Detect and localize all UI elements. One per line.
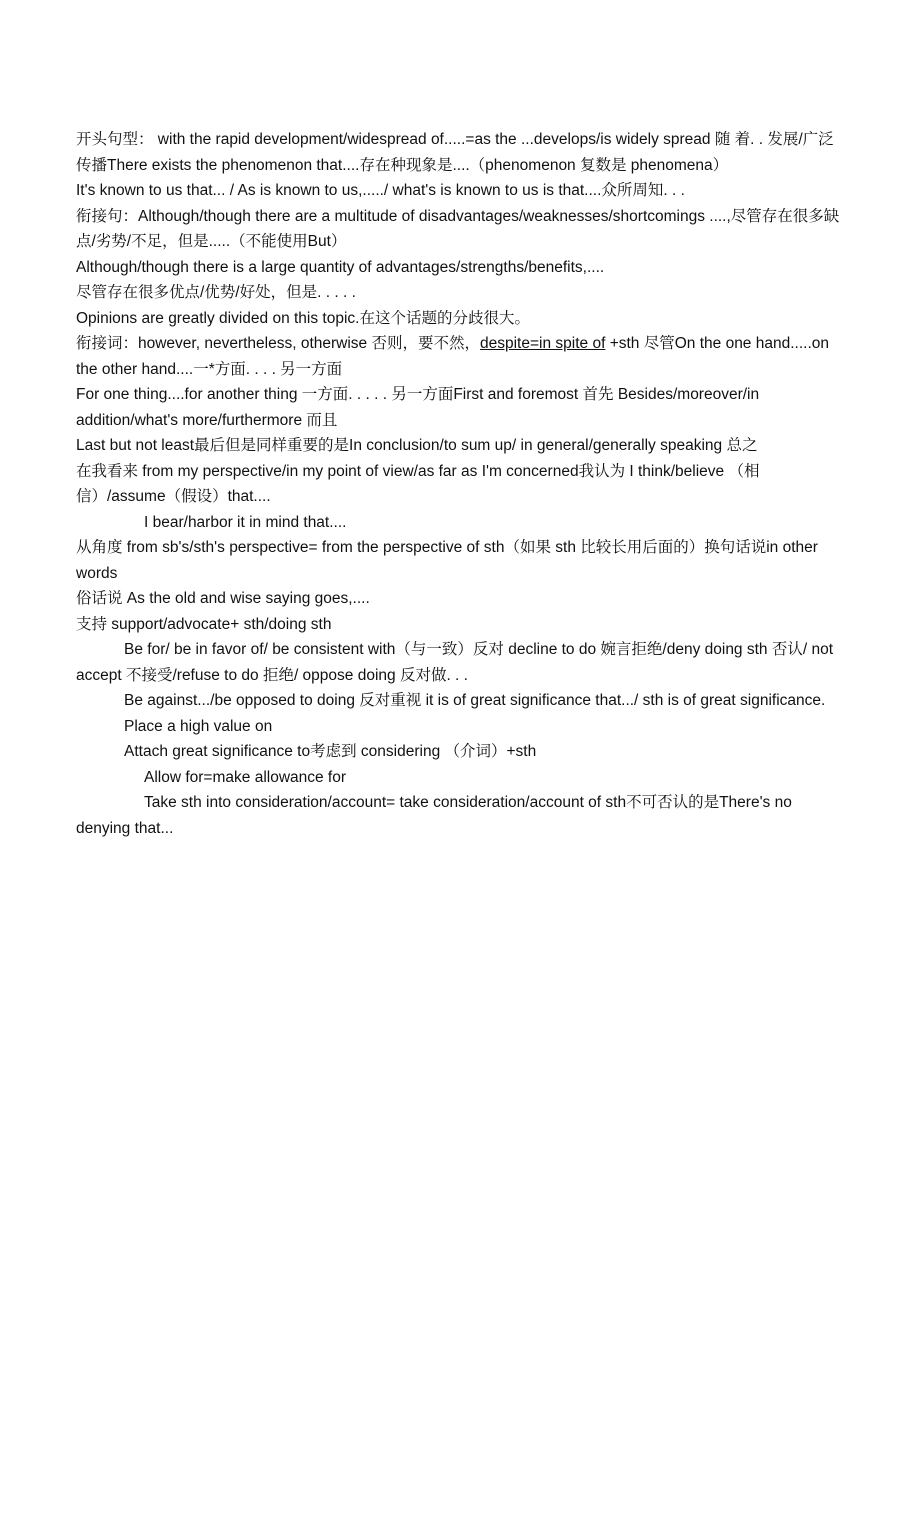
linking-words-underlined: despite=in spite of — [480, 335, 606, 352]
paragraph-advantages-chinese: 尽管存在很多优点/优势/好处，但是. . . . . — [76, 284, 356, 301]
paragraph-be-against — [76, 688, 844, 714]
paragraph-in-my-view: 在我看来 from my perspective/in my point of view/as far as I'm concerned我认为 I think/believe （相信）/assume（假设）that.... — [76, 462, 760, 505]
paragraph-perspective: 从角度 from sb's/sth's perspective= from the perspective of sth（如果 sth 比较长用后面的）换句话说in other words — [76, 539, 818, 582]
paragraph-opening-sentences: 开头句型： with the rapid development/widespread of.....=as the ...develops/is widely spread 随 着. . 发展/广泛传播There exists the phenomenon that....存在种现象是....（phenomenon 复数是 phenomena） — [76, 131, 834, 174]
be-against-text: Be against.../be opposed to doing 反对重视 it is of great significance that.../ sth is of great significance. — [124, 692, 826, 709]
paragraph-support: 支持 support/advocate+ sth/doing sth — [76, 615, 332, 633]
take-into-account-text: Take sth into consideration/account= take consideration/account of sth不可否认的是There's no denying that... — [76, 794, 792, 837]
linking-words-after: +sth 尽管On the one hand.....on the other hand....一*方面. . . . 另一方面 — [76, 335, 829, 378]
paragraph-attach-significance: Attach great significance to考虑到 considering （介词）+sth — [124, 743, 537, 760]
paragraph-linking-words — [76, 331, 844, 382]
paragraph-opinions-divided: Opinions are greatly divided on this topic.在这个话题的分歧很大。 — [76, 309, 530, 327]
paragraph-place-value: Place a high value on — [124, 717, 273, 735]
paragraph-last-but-not-least: Last but not least最后但是同样重要的是In conclusion/to sum up/ in general/generally speaking 总之 — [76, 437, 758, 454]
paragraph-advantages-english: Although/though there is a large quantity of advantages/strengths/benefits,.... — [76, 258, 605, 276]
paragraph-for-one-thing: For one thing....for another thing 一方面. . . . . 另一方面First and foremost 首先 Besides/moreover/in addition/what's more/furthermore 而且 — [76, 386, 760, 429]
paragraph-known-to-us: It's known to us that... / As is known to us,...../ what's is known to us is that....众所周知. . . — [76, 182, 685, 199]
paragraph-take-into-account — [76, 790, 844, 841]
paragraph-be-for — [76, 637, 844, 688]
document-body — [76, 127, 844, 841]
linking-words-before: 衔接词：however, nevertheless, otherwise 否则，要不然， — [76, 335, 480, 352]
paragraph-allow-for: Allow for=make allowance for — [144, 768, 347, 786]
paragraph-saying: 俗话说 As the old and wise saying goes,.... — [76, 590, 370, 607]
be-for-text: Be for/ be in favor of/ be consistent with（与一致）反对 decline to do 婉言拒绝/deny doing sth 否认/ not accept 不接受/refuse to do 拒绝/ oppose doing 反对做. . . — [76, 641, 834, 684]
paragraph-bear-in-mind: I bear/harbor it in mind that.... — [144, 513, 347, 531]
paragraph-transition-disadvantages: 衔接句：Although/though there are a multitude of disadvantages/weaknesses/shortcomings ....,尽管存在很多缺点/劣势/不足，但是.....（不能使用But） — [76, 207, 840, 250]
